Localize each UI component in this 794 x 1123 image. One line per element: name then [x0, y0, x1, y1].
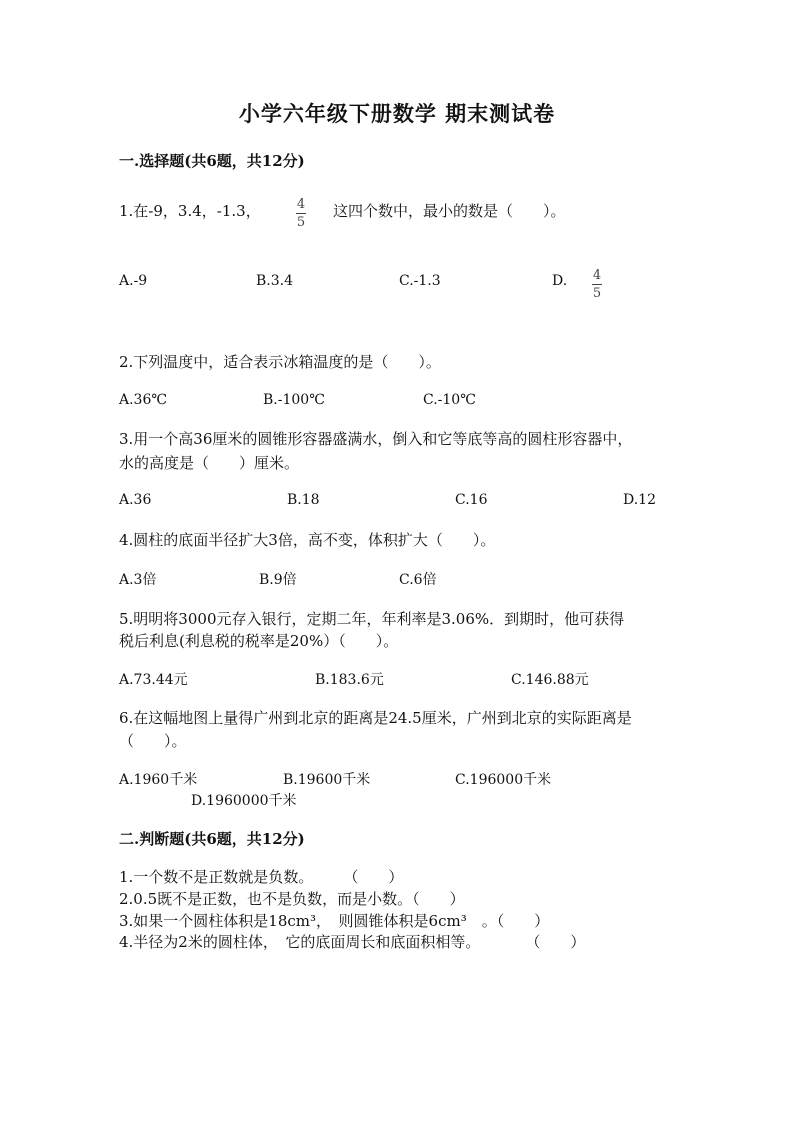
judgement-item-4: 4.半径为2米的圆柱体， 它的底面周长和底面积相等。 （ ） [119, 933, 586, 951]
q1-option-d-numerator: 4 [592, 268, 602, 283]
q1-option-b: B.3.4 [256, 273, 294, 289]
q4-option-c: C.6倍 [399, 572, 437, 588]
q1-fraction-denominator: 5 [296, 215, 306, 230]
q1-stem-before: 1.在-9，3.4，-1.3， [119, 202, 261, 220]
judgement-item-1: 1.一个数不是正数就是负数。 （ ） [119, 868, 404, 886]
q2-stem: 2.下列温度中，适合表示冰箱温度的是（ ）。 [119, 353, 441, 371]
q3-option-a: A.36 [119, 492, 152, 508]
q4-option-b: B.9倍 [259, 572, 297, 588]
fraction-bar [296, 213, 306, 214]
q5-option-a: A.73.44元 [119, 672, 188, 688]
judgement-item-3: 3.如果一个圆柱体积是18cm³， 则圆锥体积是6cm³ 。（ ） [119, 912, 550, 930]
section-heading-judgement: 二.判断题(共6题，共12分) [119, 830, 305, 848]
section-heading-choice: 一.选择题(共6题，共12分) [119, 152, 305, 170]
q3-stem-line1: 3.用一个高36厘米的圆锥形容器盛满水，倒入和它等底等高的圆柱形容器中， [119, 430, 633, 448]
q1-option-c: C.-1.3 [399, 273, 441, 289]
q5-option-c: C.146.88元 [511, 672, 589, 688]
q1-option-d: D. [552, 273, 568, 289]
q1-option-d-denominator: 5 [592, 286, 602, 301]
q3-option-d: D.12 [623, 492, 656, 508]
q4-option-a: A.3倍 [119, 572, 157, 588]
q1-option-d-fraction [592, 268, 602, 301]
q1-option-a: A.-9 [119, 273, 148, 289]
q3-option-c: C.16 [455, 492, 488, 508]
q6-stem-line1: 6.在这幅地图上量得广州到北京的距离是24.5厘米，广州到北京的实际距离是 [119, 709, 632, 727]
judgement-item-2: 2.0.5既不是正数，也不是负数，而是小数。（ ） [119, 890, 465, 908]
q4-stem: 4.圆柱的底面半径扩大3倍，高不变，体积扩大（ ）。 [119, 531, 496, 549]
q3-stem-line2: 水的高度是（ ）厘米。 [119, 454, 300, 472]
q6-stem-line2: （ ）。 [119, 732, 187, 750]
q6-option-a: A.1960千米 [119, 772, 198, 788]
q2-option-a: A.36℃ [119, 392, 168, 408]
q6-option-b: B.19600千米 [283, 772, 371, 788]
q1-fraction-numerator: 4 [296, 197, 306, 212]
q2-option-c: C.-10℃ [423, 392, 476, 408]
q5-option-b: B.183.6元 [315, 672, 384, 688]
q1-fraction [296, 197, 306, 230]
q1-stem-after: 这四个数中，最小的数是（ ）。 [333, 202, 566, 220]
q3-option-b: B.18 [287, 492, 320, 508]
q5-stem-line2: 税后利息(利息税的税率是20%）（ ）。 [119, 632, 399, 650]
q5-stem-line1: 5.明明将3000元存入银行，定期二年，年利率是3.06%．到期时，他可获得 [119, 610, 625, 628]
q6-option-d: D.1960000千米 [191, 793, 297, 809]
q2-option-b: B.-100℃ [263, 392, 325, 408]
page-title: 小学六年级下册数学 期末测试卷 [238, 101, 556, 126]
q6-option-c: C.196000千米 [455, 772, 552, 788]
fraction-bar [592, 284, 602, 285]
